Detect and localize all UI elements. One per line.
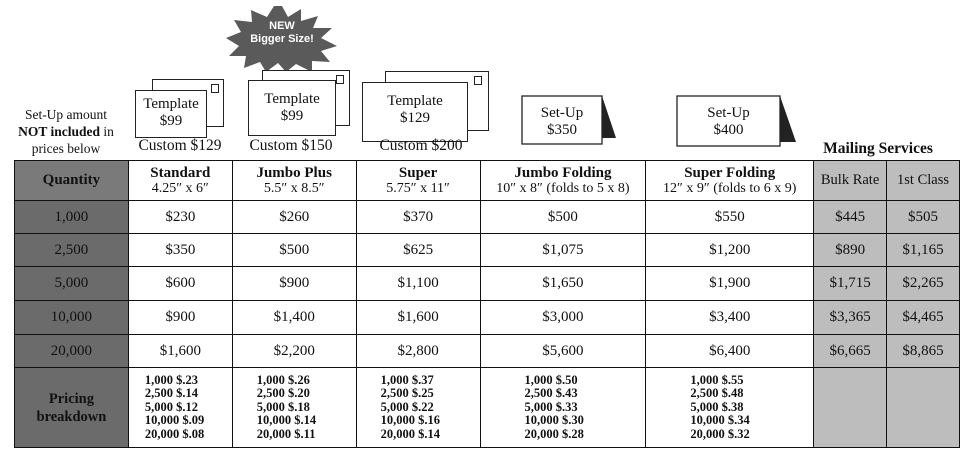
- breakdown-line: 10,000 $.16: [380, 413, 441, 428]
- column-header: [646, 161, 814, 201]
- price-cell: $5,600: [480, 335, 646, 368]
- stamp-icon: [211, 84, 219, 93]
- setup-note-line1: Set-Up amount: [24, 107, 108, 122]
- column-size: 5.75″ x 11″: [386, 180, 450, 196]
- setup-note: [10, 106, 122, 157]
- bulk-rate-cell: $3,365: [814, 301, 887, 335]
- new-badge-line1: NEW: [269, 20, 295, 32]
- price-cell: $550: [646, 201, 814, 234]
- breakdown-line: 1,000 $.55: [690, 372, 744, 387]
- breakdown-line: 5,000 $.22: [380, 399, 434, 414]
- column-size: 12″ x 9″ (folds to 6 x 9): [663, 180, 797, 196]
- column-header: [232, 161, 356, 201]
- card-line2: $129: [400, 110, 430, 126]
- tent-line1: Set-Up: [707, 105, 750, 121]
- pricing-breakdown-row: [15, 368, 960, 448]
- price-cell: $1,200: [646, 234, 814, 267]
- breakdown-line: 20,000 $.11: [256, 426, 316, 441]
- column-header: [128, 161, 232, 201]
- bulk-rate-cell: $6,665: [814, 335, 887, 368]
- price-cell: $370: [356, 201, 480, 234]
- price-cell: $6,400: [646, 335, 814, 368]
- price-cell: $1,900: [646, 267, 814, 301]
- tent-card-jumbo-folding: [522, 105, 602, 139]
- first-class-cell: $4,465: [887, 301, 960, 335]
- breakdown-line: 2,500 $.14: [144, 386, 198, 401]
- price-cell: $1,650: [480, 267, 646, 301]
- price-cell: $600: [128, 267, 232, 301]
- quantity-cell: 5,000: [15, 267, 129, 301]
- custom-price: Custom $200: [379, 137, 463, 154]
- table-row: [15, 267, 960, 301]
- custom-price: Custom $129: [138, 137, 222, 154]
- new-badge: [226, 20, 338, 46]
- first-class-cell: $1,165: [887, 234, 960, 267]
- stamp-icon: [336, 75, 344, 84]
- price-cell: $3,400: [646, 301, 814, 335]
- column-size: 4.25″ x 6″: [151, 180, 209, 196]
- column-header: [356, 161, 480, 201]
- table-row: [15, 201, 960, 234]
- bulk-rate-empty-cell: [814, 368, 887, 448]
- price-cell: $350: [128, 234, 232, 267]
- breakdown-line: 1,000 $.23: [144, 372, 198, 387]
- column-title: Jumbo Folding: [514, 164, 612, 181]
- tent-line1: Set-Up: [540, 105, 584, 121]
- price-cell: $2,200: [232, 335, 356, 368]
- column-size: 10″ x 8″ (folds to 5 x 8): [496, 180, 630, 196]
- quantity-cell: 20,000: [15, 335, 129, 368]
- column-size: 5.5″ x 8.5″: [263, 180, 325, 196]
- header-row: [15, 161, 960, 201]
- quantity-cell: 2,500: [15, 234, 129, 267]
- column-title: Super Folding: [684, 164, 776, 181]
- breakdown-line: 10,000 $.09: [144, 413, 205, 428]
- setup-note-line2: [10, 123, 122, 140]
- card-line1: Template: [264, 91, 320, 107]
- breakdown-line: 10,000 $.14: [256, 413, 317, 428]
- breakdown-cell: [480, 368, 646, 448]
- breakdown-cell: [128, 368, 232, 448]
- breakdown-cell: [356, 368, 480, 448]
- price-cell: $625: [356, 234, 480, 267]
- custom-price: Custom $150: [249, 137, 333, 154]
- breakdown-line: 10,000 $.34: [690, 413, 750, 428]
- table-row: [15, 301, 960, 335]
- column-header: [480, 161, 646, 201]
- quantity-header: Quantity: [15, 161, 129, 201]
- breakdown-line: 1,000 $.26: [256, 372, 310, 387]
- tent-line2: $400: [713, 122, 744, 138]
- column-title: Jumbo Plus: [256, 164, 332, 181]
- breakdown-line: 20,000 $.14: [380, 426, 441, 441]
- price-cell: $1,100: [356, 267, 480, 301]
- price-cell: $900: [232, 267, 356, 301]
- price-cell: $1,075: [480, 234, 646, 267]
- first-class-cell: $2,265: [887, 267, 960, 301]
- breakdown-line: 1,000 $.37: [380, 372, 434, 387]
- setup-note-bold: NOT included: [18, 124, 100, 139]
- table-row: [15, 335, 960, 368]
- price-cell: $230: [128, 201, 232, 234]
- setup-note-rest: in: [100, 124, 114, 139]
- card-line2: $99: [280, 108, 304, 124]
- pricing-table: [14, 160, 960, 448]
- breakdown-line: 1,000 $.50: [524, 372, 578, 387]
- breakdown-line: 20,000 $.08: [144, 426, 205, 441]
- first-class-empty-cell: [887, 368, 960, 448]
- price-cell: $500: [232, 234, 356, 267]
- quantity-cell: 10,000: [15, 301, 129, 335]
- price-cell: $1,600: [356, 301, 480, 335]
- breakdown-line: 2,500 $.48: [690, 386, 744, 401]
- setup-note-line3: prices below: [31, 141, 101, 156]
- price-cell: $500: [480, 201, 646, 234]
- breakdown-line: 5,000 $.33: [524, 399, 578, 414]
- column-title: Super: [398, 164, 438, 181]
- stamp-icon: [474, 76, 482, 85]
- price-cell: $1,600: [128, 335, 232, 368]
- card-line1: Template: [143, 96, 199, 112]
- price-cell: $260: [232, 201, 356, 234]
- price-cell: $1,400: [232, 301, 356, 335]
- pricing-label-line2: breakdown: [36, 408, 107, 425]
- breakdown-line: 5,000 $.38: [690, 399, 744, 414]
- breakdown-line: 2,500 $.25: [380, 386, 434, 401]
- new-badge-line2: Bigger Size!: [250, 33, 314, 45]
- pricing-label-line1: Pricing: [48, 390, 94, 407]
- breakdown-line: 5,000 $.18: [256, 399, 310, 414]
- mailing-services-title: Mailing Services: [823, 140, 933, 157]
- price-cell: $2,800: [356, 335, 480, 368]
- breakdown-line: 2,500 $.43: [524, 386, 578, 401]
- price-cell: $3,000: [480, 301, 646, 335]
- bulk-rate-cell: $445: [814, 201, 887, 234]
- card-line2: $99: [159, 113, 183, 129]
- breakdown-line: 20,000 $.28: [524, 426, 584, 441]
- card-front: [248, 80, 336, 136]
- column-title: Standard: [150, 164, 211, 181]
- quantity-cell: 1,000: [15, 201, 129, 234]
- bulk-rate-cell: $890: [814, 234, 887, 267]
- table-row: [15, 234, 960, 267]
- first-class-cell: $8,865: [887, 335, 960, 368]
- breakdown-line: 2,500 $.20: [256, 386, 310, 401]
- breakdown-line: 5,000 $.12: [144, 399, 198, 414]
- tent-card-super-folding: [677, 105, 780, 139]
- breakdown-cell: [232, 368, 356, 448]
- bulk-rate-header: Bulk Rate: [814, 161, 887, 201]
- price-cell: $900: [128, 301, 232, 335]
- breakdown-line: 10,000 $.30: [524, 413, 584, 428]
- breakdown-cell: [646, 368, 814, 448]
- tent-line2: $350: [547, 122, 577, 138]
- bulk-rate-cell: $1,715: [814, 267, 887, 301]
- pricing-breakdown-label: [15, 368, 129, 448]
- card-front: [135, 90, 207, 138]
- first-class-header: 1st Class: [887, 161, 960, 201]
- card-line1: Template: [387, 93, 443, 109]
- breakdown-line: 20,000 $.32: [690, 426, 750, 441]
- card-front: [362, 82, 468, 142]
- first-class-cell: $505: [887, 201, 960, 234]
